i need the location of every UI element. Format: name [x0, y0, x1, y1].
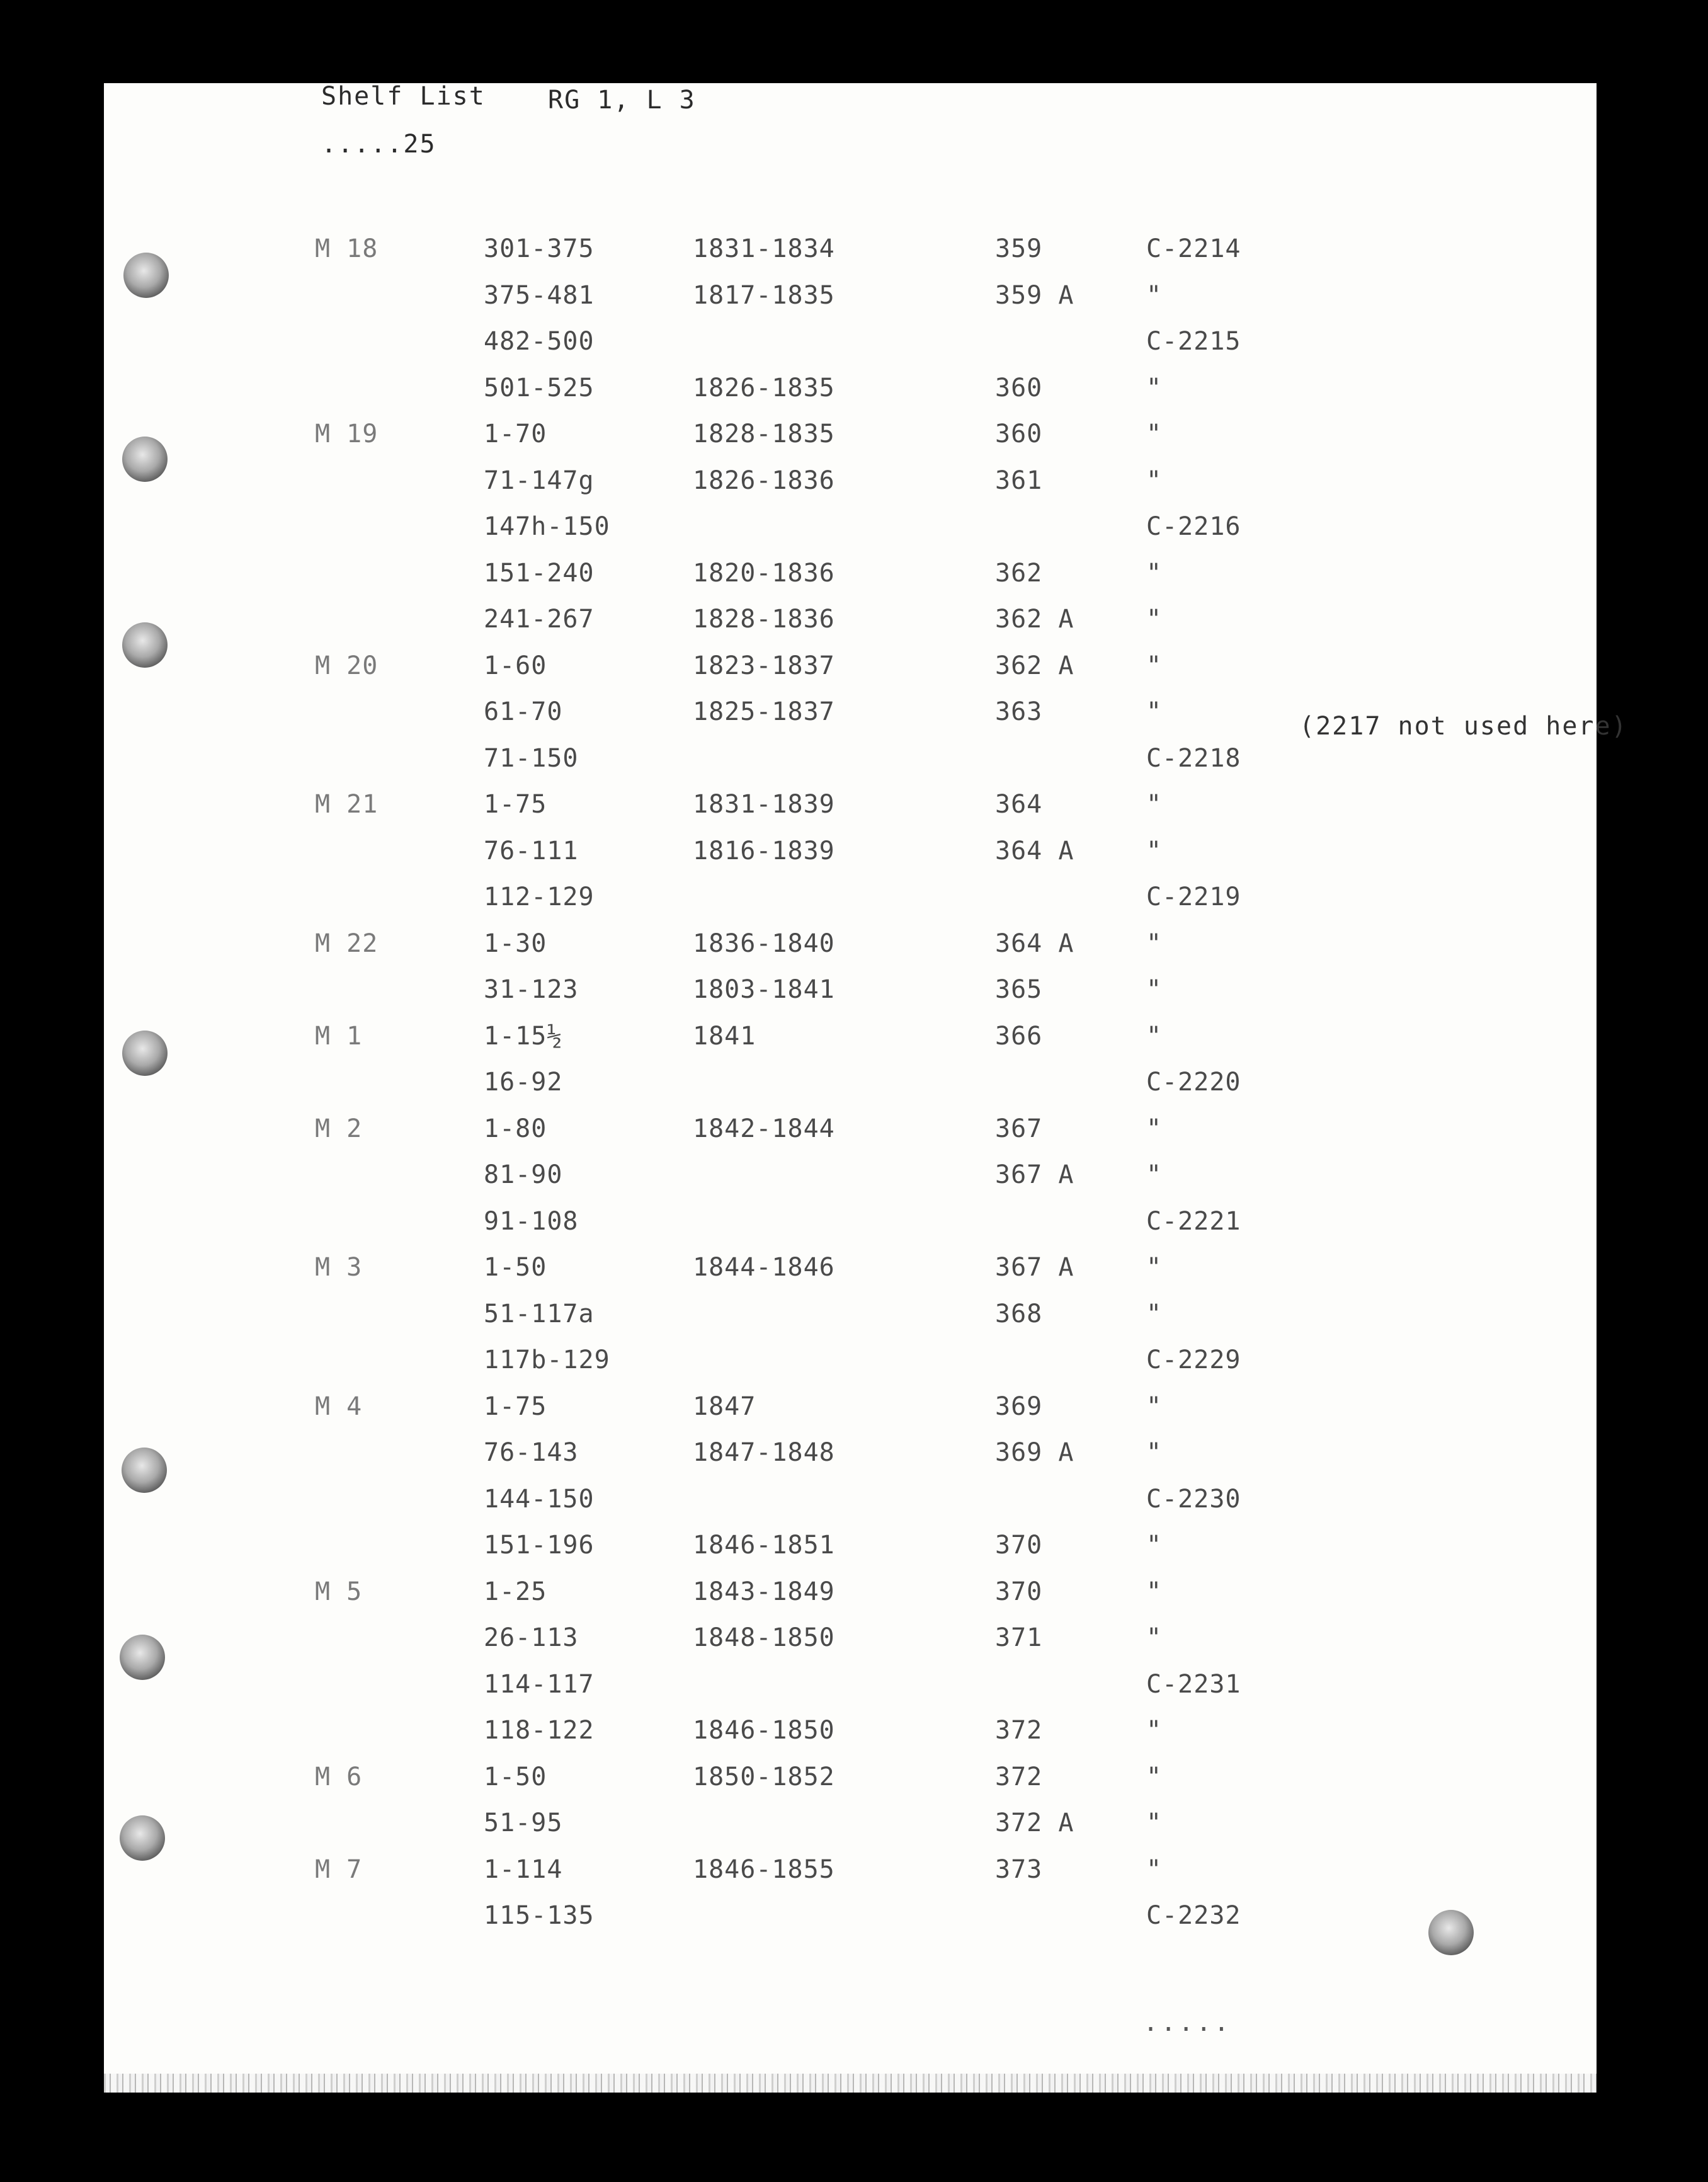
date-range: 1828-1836 — [693, 605, 835, 634]
roll-number: C-2221 — [1146, 1206, 1241, 1236]
table-row — [0, 1716, 1708, 1761]
date-range: 1803-1841 — [693, 975, 835, 1004]
folder-range: 1-80 — [484, 1114, 547, 1143]
roll-number: C-2216 — [1146, 512, 1241, 541]
volume-number: 360 — [995, 373, 1043, 403]
folder-range: 482-500 — [484, 327, 595, 356]
volume-number: 369 — [995, 1391, 1043, 1421]
folder-range: 117b-129 — [484, 1345, 610, 1374]
roll-number: C-2219 — [1146, 883, 1241, 911]
table-row — [0, 512, 1708, 557]
date-range: 1823-1837 — [693, 651, 835, 680]
roll-number: " — [1146, 1531, 1163, 1560]
roll-number: C-2230 — [1146, 1484, 1241, 1514]
date-range: 1842-1844 — [693, 1114, 835, 1143]
roll-number: C-2231 — [1146, 1669, 1241, 1699]
roll-number: " — [1146, 1623, 1163, 1652]
volume-number: 360 — [995, 420, 1043, 448]
volume-number: 372 A — [995, 1808, 1074, 1837]
folder-range: 241-267 — [484, 605, 595, 634]
roll-number: " — [1146, 558, 1163, 588]
table-row — [0, 929, 1708, 974]
volume-number: 362 — [995, 558, 1043, 588]
folder-range: 51-95 — [484, 1808, 563, 1837]
roll-number: " — [1146, 1160, 1163, 1189]
roll-number: C-2220 — [1146, 1068, 1241, 1097]
date-range: 1844-1846 — [693, 1253, 835, 1282]
table-row — [0, 1808, 1708, 1854]
table-row — [0, 1253, 1708, 1298]
date-range: 1817-1835 — [693, 280, 835, 310]
table-row — [0, 234, 1708, 280]
roll-number: " — [1146, 651, 1163, 680]
folder-range: 1-114 — [484, 1854, 563, 1884]
table-row — [0, 975, 1708, 1020]
roll-number: " — [1146, 373, 1163, 403]
end-marker: ..... — [1143, 2008, 1232, 2037]
folder-range: 31-123 — [484, 975, 579, 1004]
box-label: M 6 — [315, 1762, 363, 1791]
volume-number: 362 A — [995, 651, 1074, 680]
folder-range: 76-111 — [484, 836, 579, 865]
roll-number: " — [1146, 466, 1163, 495]
volume-number: 367 A — [995, 1160, 1074, 1189]
table-row — [0, 605, 1708, 650]
volume-number: 364 A — [995, 836, 1074, 865]
table-row — [0, 1623, 1708, 1669]
roll-number: " — [1146, 1808, 1163, 1837]
roll-number: " — [1146, 1253, 1163, 1282]
date-range: 1846-1855 — [693, 1854, 835, 1884]
volume-number: 364 — [995, 790, 1043, 819]
roll-number: " — [1146, 975, 1163, 1004]
roll-number: " — [1146, 1854, 1163, 1884]
roll-number: " — [1146, 280, 1163, 310]
table-row — [0, 1160, 1708, 1206]
folder-range: 1-60 — [484, 651, 547, 680]
note-text: (2217 not used here) — [1299, 712, 1628, 741]
folder-range: 61-70 — [484, 697, 563, 726]
folder-range: 1-15½ — [484, 1021, 563, 1051]
table-row — [0, 1068, 1708, 1113]
date-range: 1846-1851 — [693, 1531, 835, 1560]
volume-number: 373 — [995, 1854, 1043, 1884]
volume-number: 369 A — [995, 1438, 1074, 1467]
table-row — [0, 1299, 1708, 1345]
date-range: 1826-1835 — [693, 373, 835, 403]
date-range: 1828-1835 — [693, 420, 835, 448]
box-label: M 3 — [315, 1253, 363, 1282]
folder-range: 501-525 — [484, 373, 595, 403]
table-row — [0, 327, 1708, 372]
box-label: M 22 — [315, 928, 379, 958]
folder-range: 1-75 — [484, 790, 547, 819]
roll-number: C-2218 — [1146, 743, 1241, 773]
scan-edge-noise — [104, 2074, 1597, 2093]
roll-number: " — [1146, 928, 1163, 958]
folder-range: 51-117a — [484, 1299, 595, 1328]
folder-range: 1-75 — [484, 1391, 547, 1421]
box-label: M 5 — [315, 1577, 363, 1606]
record-group: RG 1, L 3 — [548, 86, 696, 115]
roll-number: " — [1146, 697, 1163, 726]
folder-range: 118-122 — [484, 1716, 595, 1745]
table-row — [0, 790, 1708, 835]
date-range: 1850-1852 — [693, 1762, 835, 1791]
box-label: M 4 — [315, 1391, 363, 1421]
table-row — [0, 651, 1708, 697]
box-label: M 21 — [315, 790, 379, 819]
table-row — [0, 1670, 1708, 1715]
volume-number: 372 — [995, 1716, 1043, 1745]
roll-number: C-2232 — [1146, 1901, 1241, 1930]
roll-number: " — [1146, 1114, 1163, 1143]
volume-number: 370 — [995, 1577, 1043, 1606]
date-range: 1841 — [693, 1021, 756, 1051]
table-row — [0, 1531, 1708, 1576]
folder-range: 114-117 — [484, 1669, 595, 1699]
table-row — [0, 837, 1708, 882]
table-row — [0, 420, 1708, 465]
table-row — [0, 281, 1708, 326]
roll-number: " — [1146, 790, 1163, 819]
date-range: 1826-1836 — [693, 466, 835, 495]
table-row — [0, 1762, 1708, 1808]
volume-number: 361 — [995, 466, 1043, 495]
volume-number: 370 — [995, 1531, 1043, 1560]
volume-number: 372 — [995, 1762, 1043, 1791]
folder-range: 76-143 — [484, 1438, 579, 1467]
volume-number: 363 — [995, 697, 1043, 726]
roll-number: " — [1146, 1438, 1163, 1467]
date-range: 1831-1834 — [693, 234, 835, 263]
volume-number: 367 — [995, 1114, 1043, 1143]
table-row — [0, 1114, 1708, 1160]
date-range: 1847 — [693, 1391, 756, 1421]
folder-range: 16-92 — [484, 1068, 563, 1097]
page-reference: .....25 — [321, 130, 436, 159]
date-range: 1820-1836 — [693, 558, 835, 588]
table-row — [0, 1855, 1708, 1900]
roll-number: C-2214 — [1146, 234, 1241, 263]
volume-number: 368 — [995, 1299, 1043, 1328]
volume-number: 365 — [995, 975, 1043, 1004]
folder-range: 375-481 — [484, 280, 595, 310]
volume-number: 359 — [995, 234, 1043, 263]
roll-number: C-2215 — [1146, 327, 1241, 356]
folder-range: 144-150 — [484, 1484, 595, 1514]
roll-number: " — [1146, 1299, 1163, 1328]
table-row — [0, 1485, 1708, 1530]
box-label: M 18 — [315, 234, 379, 263]
table-row — [0, 1577, 1708, 1623]
folder-range: 147h-150 — [484, 512, 610, 541]
folder-range: 115-135 — [484, 1901, 595, 1930]
table-row — [0, 559, 1708, 604]
table-row — [0, 1901, 1708, 1946]
folder-range: 301-375 — [484, 234, 595, 263]
table-row — [0, 1207, 1708, 1252]
volume-number: 362 A — [995, 605, 1074, 634]
table-row — [0, 1022, 1708, 1067]
date-range: 1825-1837 — [693, 697, 835, 726]
table-row — [0, 744, 1708, 789]
folder-range: 81-90 — [484, 1160, 563, 1189]
table-row — [0, 374, 1708, 419]
roll-number: " — [1146, 420, 1163, 448]
roll-number: " — [1146, 836, 1163, 865]
folder-range: 151-196 — [484, 1531, 595, 1560]
volume-number: 367 A — [995, 1253, 1074, 1282]
roll-number: " — [1146, 1716, 1163, 1745]
box-label: M 19 — [315, 420, 379, 448]
table-row — [0, 1438, 1708, 1483]
volume-number: 366 — [995, 1021, 1043, 1051]
date-range: 1846-1850 — [693, 1716, 835, 1745]
folder-range: 1-30 — [484, 928, 547, 958]
table-row — [0, 466, 1708, 511]
roll-number: " — [1146, 1391, 1163, 1421]
box-label: M 2 — [315, 1114, 363, 1143]
table-row — [0, 1392, 1708, 1437]
volume-number: 364 A — [995, 928, 1074, 958]
table-row — [0, 883, 1708, 928]
roll-number: " — [1146, 605, 1163, 634]
folder-range: 1-70 — [484, 420, 547, 448]
date-range: 1816-1839 — [693, 836, 835, 865]
date-range: 1847-1848 — [693, 1438, 835, 1467]
table-row — [0, 1345, 1708, 1391]
folder-range: 71-150 — [484, 743, 579, 773]
volume-number: 371 — [995, 1623, 1043, 1652]
folder-range: 112-129 — [484, 883, 595, 911]
folder-range: 1-50 — [484, 1762, 547, 1791]
shelf-list-title: Shelf List — [321, 82, 486, 111]
volume-number: 359 A — [995, 280, 1074, 310]
date-range: 1831-1839 — [693, 790, 835, 819]
folder-range: 26-113 — [484, 1623, 579, 1652]
roll-number: C-2229 — [1146, 1345, 1241, 1374]
roll-number: " — [1146, 1762, 1163, 1791]
folder-range: 151-240 — [484, 558, 595, 588]
folder-range: 1-25 — [484, 1577, 547, 1606]
folder-range: 91-108 — [484, 1206, 579, 1236]
box-label: M 7 — [315, 1854, 363, 1884]
date-range: 1848-1850 — [693, 1623, 835, 1652]
folder-range: 71-147g — [484, 466, 595, 495]
box-label: M 20 — [315, 651, 379, 680]
box-label: M 1 — [315, 1021, 363, 1051]
roll-number: " — [1146, 1577, 1163, 1606]
roll-number: " — [1146, 1021, 1163, 1051]
folder-range: 1-50 — [484, 1253, 547, 1282]
date-range: 1836-1840 — [693, 928, 835, 958]
date-range: 1843-1849 — [693, 1577, 835, 1606]
